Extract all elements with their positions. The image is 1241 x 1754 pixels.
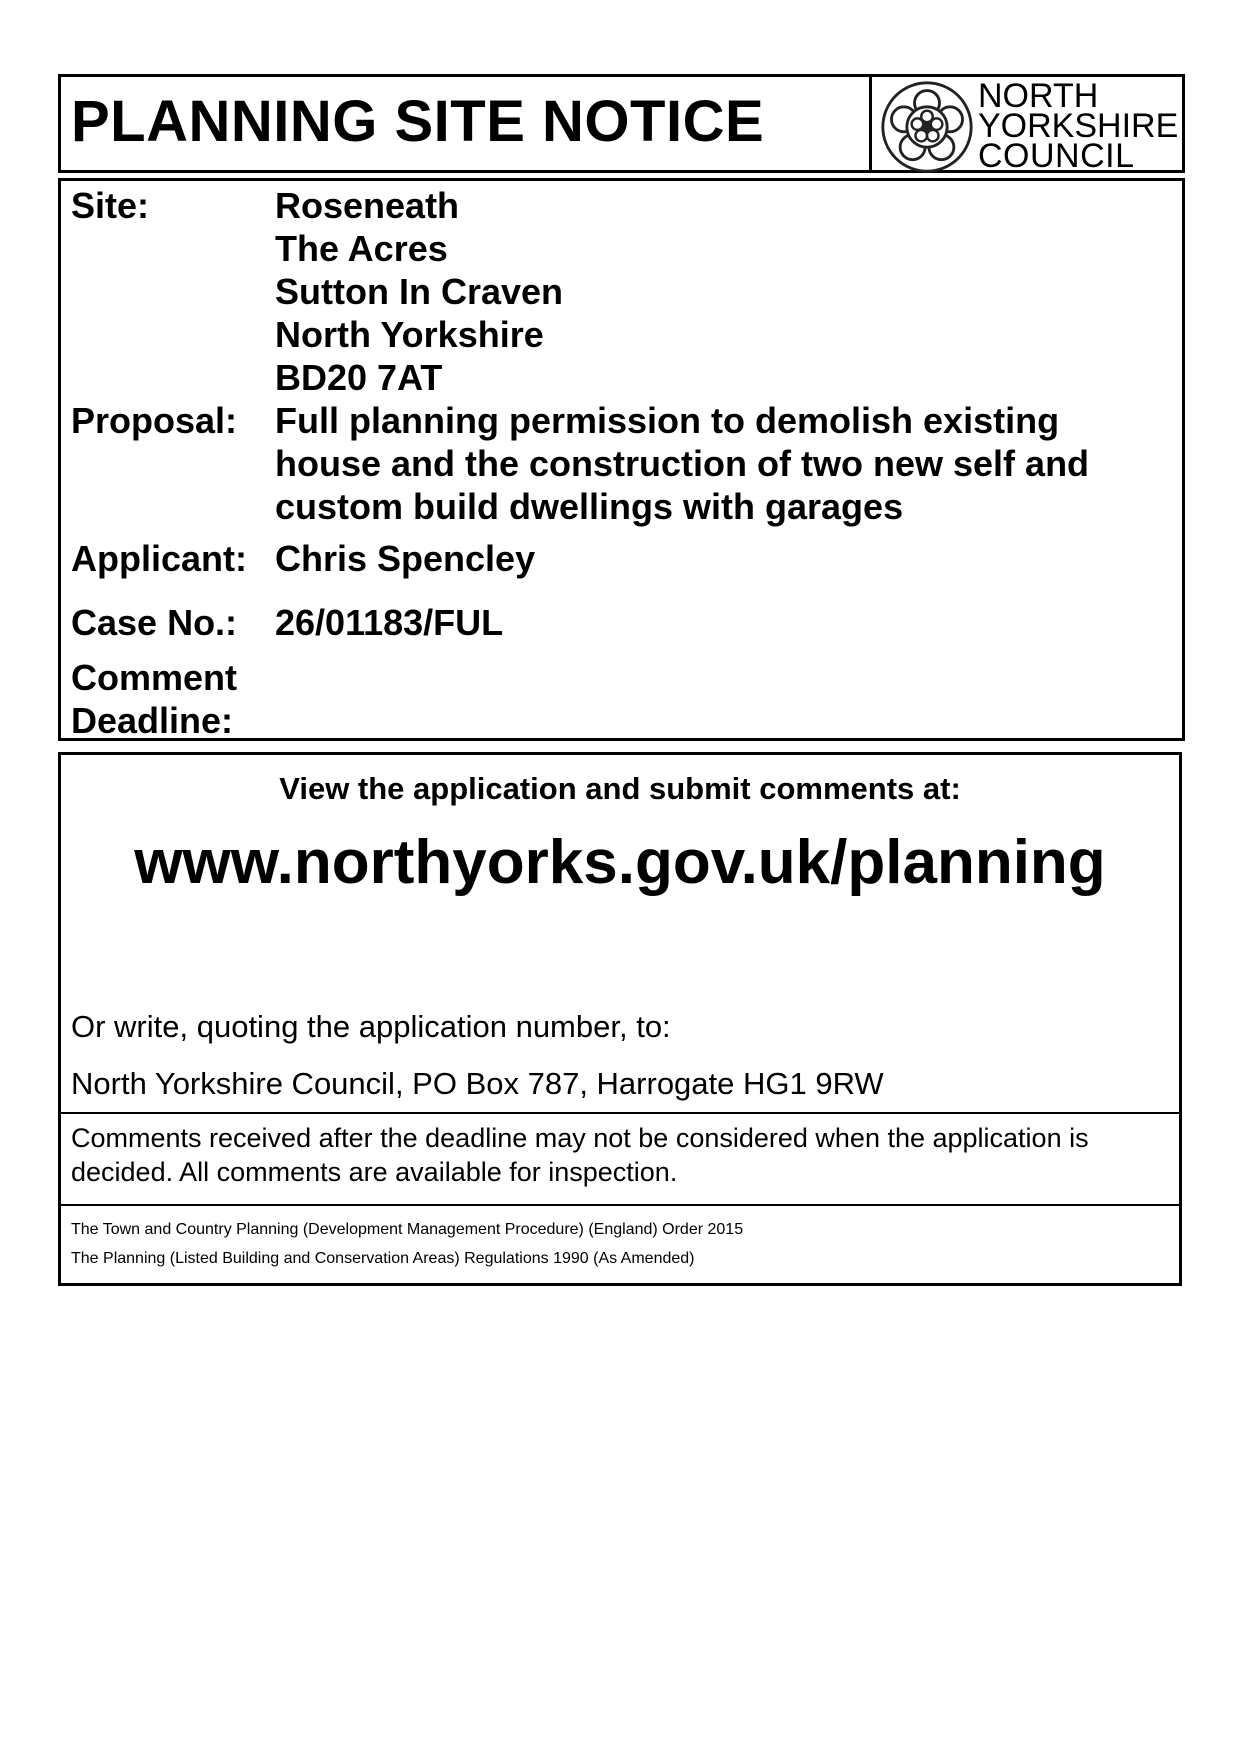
notice-header bbox=[58, 74, 1185, 173]
write-instructions: Or write, quoting the application number, to: bbox=[71, 1009, 671, 1044]
site-line: The Acres bbox=[275, 228, 448, 269]
divider bbox=[61, 1204, 1179, 1206]
site-label: Site: bbox=[71, 185, 150, 226]
logo-line-council: COUNCIL bbox=[978, 137, 1135, 175]
proposal-line: custom build dwellings with garages bbox=[275, 486, 904, 527]
applicant-label: Applicant: bbox=[71, 538, 247, 579]
logo-wordmark bbox=[978, 77, 1179, 175]
site-line: BD20 7AT bbox=[275, 357, 443, 398]
page-title: PLANNING SITE NOTICE bbox=[71, 89, 765, 154]
logo-line-north: NORTH bbox=[978, 77, 1099, 115]
title-cell bbox=[61, 77, 872, 170]
proposal-line: house and the construction of two new self and bbox=[275, 443, 1090, 484]
planning-url-link[interactable]: www.northyorks.gov.uk/planning bbox=[134, 828, 1106, 897]
regulation-reference: The Town and Country Planning (Development Management Procedure) (England) Order 2015 bbox=[71, 1221, 744, 1238]
council-logo bbox=[875, 77, 1182, 175]
postal-address: North Yorkshire Council, PO Box 787, Harrogate HG1 9RW bbox=[71, 1066, 884, 1101]
comment-deadline-label: Comment bbox=[71, 657, 238, 698]
regulation-reference: The Planning (Listed Building and Conservation Areas) Regulations 1990 (As Amended) bbox=[71, 1250, 695, 1267]
site-line: North Yorkshire bbox=[275, 314, 544, 355]
applicant-value: Chris Spencley bbox=[275, 538, 536, 579]
application-details bbox=[58, 178, 1185, 741]
site-line: Roseneath bbox=[275, 185, 460, 226]
view-application-text: View the application and submit comments at: bbox=[279, 771, 961, 806]
site-line: Sutton In Craven bbox=[275, 271, 564, 312]
deadline-disclaimer: Comments received after the deadline may not be considered when the application is decided. All comments are available for inspection. bbox=[71, 1123, 1089, 1187]
proposal-line: Full planning permission to demolish existing bbox=[275, 400, 1060, 441]
case-number-label: Case No.: bbox=[71, 602, 238, 643]
divider bbox=[61, 1112, 1179, 1114]
logo-line-yorkshire: YORKSHIRE bbox=[978, 107, 1179, 145]
comment-instructions bbox=[58, 752, 1182, 1286]
comment-deadline-label: Deadline: bbox=[71, 700, 234, 741]
case-number-value: 26/01183/FUL bbox=[275, 602, 504, 643]
proposal-label: Proposal: bbox=[71, 400, 238, 441]
yorkshire-rose-icon bbox=[879, 79, 975, 175]
